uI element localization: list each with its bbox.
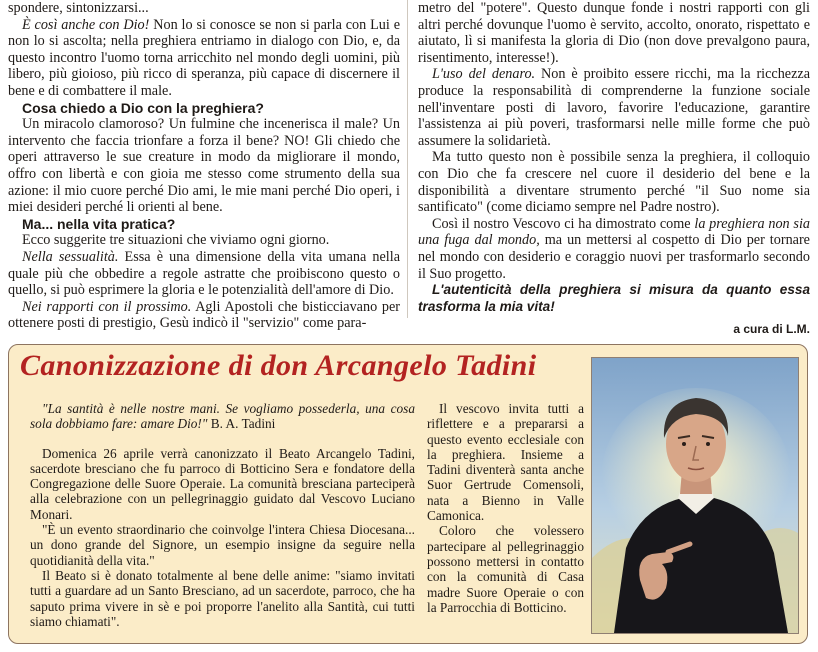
column-divider (407, 0, 408, 318)
quote-text: "La santità è nelle nostre mani. Se vogliamo possederla, una cosa sola dobbiamo fare: amare Dio!" (30, 401, 415, 432)
paragraph: Il Beato si è donato totalmente al bene delle anime: "siamo invitati tutti a guardare ad un Santo Bresciano, ad un sacerdote, parroco, che ha saputo prima vivere in sè e poi proporre l'anelito alla Santità, cui tutti siamo chiamati". (30, 567, 415, 629)
article-left-column (8, 0, 400, 332)
closing-statement: L'autenticità della preghiera si misura da quanto essa trasforma la mia vita! (418, 282, 810, 314)
paragraph (418, 216, 810, 282)
text: Agli Apostoli che bisticciavano per ottenere posti di prestigio, Gesù indicò il "servizio" come para- (8, 298, 400, 332)
paragraph: Coloro che volessero partecipare al pellegrinaggio possono mettersi in contatto con la comunità di Casa madre Suore Operaie o con la Parrocchia di Botticino. (427, 523, 584, 615)
quote-author: B. A. Tadini (207, 416, 276, 432)
text: Essa è una dimensione della vita umana nella quale più che obbedire a regole astratte che proibiscono questo o quello, si può esprimere la gloria e le potenzialità dell'amore di Dio. (8, 248, 400, 299)
emphasis: la preghiera non sia una fuga dal mondo, (418, 215, 810, 249)
emphasis: Nei rapporti con il prossimo. (22, 298, 192, 315)
paragraph (8, 17, 400, 100)
box-right-column (427, 401, 584, 615)
canonization-box (8, 344, 808, 644)
paragraph (8, 249, 400, 299)
quote (30, 401, 415, 432)
paragraph: Ma tutto questo non è possibile senza la preghiera, il colloquio con Dio che fa crescere nel cuore il desiderio del bene e la disponibilità a diventare strumento perché "il Suo nome sia santificato" (come diciamo sempre nel Padre nostro). (418, 149, 810, 216)
text: Non è proibito essere ricchi, ma la ricchezza produce la responsabilità di comprenderne la funzione sociale nell'inventare posti di lavoro, favorire l'educazione, garantire l'assistenza ai più poveri, trasformarsi nelle mille forme che può assumere la solidarietà. (418, 66, 810, 149)
portrait-image (591, 357, 799, 634)
priest-portrait-illustration (592, 358, 798, 633)
section-question: Ma... nella vita pratica? (22, 215, 176, 232)
article-right-column (418, 0, 810, 338)
paragraph: spondere, sintonizzarsi... (8, 0, 149, 16)
author-signature: a cura di L.M. (733, 322, 810, 337)
paragraph: "È un evento straordinario che coinvolge l'intera Chiesa Diocesana... un dono grande del Signore, un esempio insigne da seguire nella quotidianità della vita." (30, 522, 415, 568)
emphasis: L'uso del denaro. (432, 66, 536, 83)
emphasis: È così anche con Dio! (22, 16, 150, 33)
paragraph: Domenica 26 aprile verrà canonizzato il Beato Arcangelo Tadini, sacerdote bresciano che fu parroco di Botticino Sera e fondatore della Congregazione delle Suore Operaie. La comunità bresciana parteciperà alla celebrazione con un pellegrinaggio guidato dal Vescovo Luciano Monari. (30, 445, 415, 522)
box-title: Canonizzazione di don Arcangelo Tadini (20, 349, 537, 382)
text: ma un mettersi al cospetto di Dio per tornare nel mondo con desiderio e coraggio nuovi per trasformarlo secondo il Suo progetto. (418, 232, 810, 282)
paragraph: Un miracolo clamoroso? Un fulmine che incenerisca il male? Un intervento che faccia trionfare a forza il bene? NO! Gli chiedo che operi attraverso le sue creature in modo da migliorare il mondo, offro con libertà e con gioia me stesso come strumento della sua azione: il mio cuore perché Dio ami, le mie mani perché Dio operi, i miei desideri perché li orienti al bene. (8, 116, 400, 216)
paragraph: metro del "potere". Questo dunque fonde i nostri rapporti con gli altri perché dovunque l'uomo è servito, accolto, onorato, rispettato e aiutato, lì si manifesta la gloria di Dio (non dove prevalgono paura, risentimento, interesse!). (418, 0, 810, 66)
paragraph: Ecco suggerite tre situazioni che viviamo ogni giorno. (22, 232, 330, 249)
paragraph: Il vescovo invita tutti a riflettere e a prepararsi a questo evento ecclesiale con la preghiera. Insieme a Tadini diventerà santa anche Suor Gertrude Comensoli, nata a Bienno in Valle Camonica. (427, 401, 584, 524)
text: Non lo si conosce se non si parla con Lui e non lo si ascolta; nella preghiera entriamo in dialogo con Dio, e, da questo incontro l'uomo torna arricchito nel mondo degli uomini, più libero, più gioioso, più ricco di speranza, più capace di discernere il bene e di combattere il male. (8, 16, 400, 99)
box-left-column (30, 401, 415, 629)
section-question: Cosa chiedo a Dio con la preghiera? (22, 99, 264, 116)
text: Così il nostro Vescovo ci ha dimostrato come (432, 215, 695, 232)
paragraph (418, 66, 810, 149)
emphasis: Nella sessualità. (22, 248, 119, 265)
paragraph (8, 299, 400, 332)
